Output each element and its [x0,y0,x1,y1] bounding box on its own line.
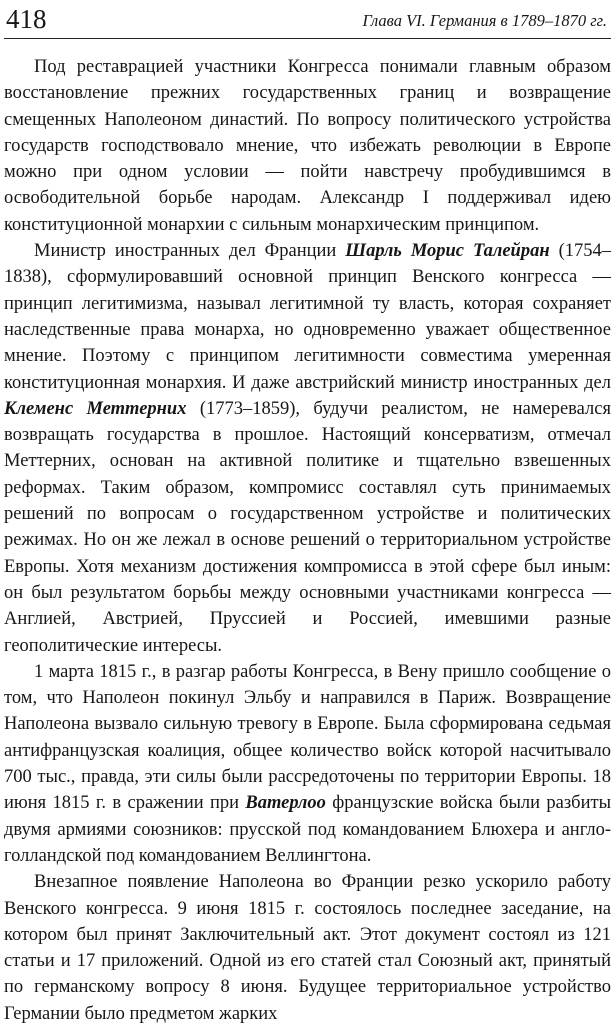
running-head: Глава VI. Германия в 1789–1870 гг. [362,11,607,30]
page-header [4,2,611,38]
paragraph-text: Внезапное появление Наполеона во Франции резко ускорило работу Венского конгресса. 9 июня 1815 г. состоялось последнее заседание, на котором был принят Заключительный акт. Этот документ состоял из 121 статьи и 17 приложений. Одной из его статей стал Союзный акт, принятый по германскому вопросу 8 июня. Будущее территориальное устройство Германии было предметом жарких [4,872,611,1024]
paragraph-2 [4,238,611,659]
paragraph-text: Под реставрацией участники Конгресса понимали главным образом восстановление прежних государственных границ и возвращение смещенных Наполеоном династий. По вопросу политического устройства государств господствовало мнение, что избежать революции в Европе можно при одном условии — пойти навстречу пробудившимся в освободительной борьбе народам. Александр I поддерживал идею конституционной монархии с сильным монархическим принципом. [4,57,611,235]
paragraph-4 [4,869,611,1027]
header-rule [4,38,611,39]
paragraph-text: французские войска были разбиты двумя армиями союзников: прусской под командованием Блюхера и англо-голландской под командованием Веллингтона. [4,793,611,866]
paragraph-text: Министр иностранных дел Франции [34,241,346,262]
person-name-metternich: Клеменс Меттерних [4,398,187,419]
paragraph-text: 1 марта 1815 г., в разгар работы Конгресса, в Вену пришло сообщение о том, что Наполеон покинул Эльбу и направился в Париж. Возвращение Наполеона вызвало сильную тревогу в Европе. Была сформирована седьмая антифранцузская коалиция, общее количество войск которой насчитывало 700 тыс., правда, эти силы были рассредоточены по территории Европы. 18 июня 1815 г. в сражении при [4,661,611,814]
body-text [4,54,611,1027]
page-number: 418 [6,4,47,34]
person-name-talleyrand: Шарль Морис Талейран [345,241,550,262]
paragraph-text: (1773–1859), будучи реалистом, не намеревался возвращать государства в прошлое. Настоящий консерватизм, отмечал Меттерних, основан на активной политике и тщательно взвешенных реформах. Таким образом, компромисс составлял суть принимаемых решений по вопросам о государственном устройстве и политических режимах. Но он же лежал в основе решений о территориальном устройстве Европы. Хотя механизм достижения компромисса в этой сфере был иным: он был результатом борьбы между основными участниками конгресса — Англией, Австрией, Пруссией и Россией, имевшими разные геополитические интересы. [4,398,611,656]
paragraph-1 [4,54,611,238]
paragraph-3 [4,659,611,869]
place-name-waterloo: Ватерлоо [245,793,326,814]
paragraph-text: (1754–1838), сформулировавший основной принцип Венского конгресса — принцип легитимизма, называл легитимной ту власть, которая сохраняет наследственные права монарха, но одновременно уважает общественное мнение. Поэтому с принципом легитимности совместима умеренная конституционная монархия. И даже австрийский министр иностранных дел [4,241,611,393]
